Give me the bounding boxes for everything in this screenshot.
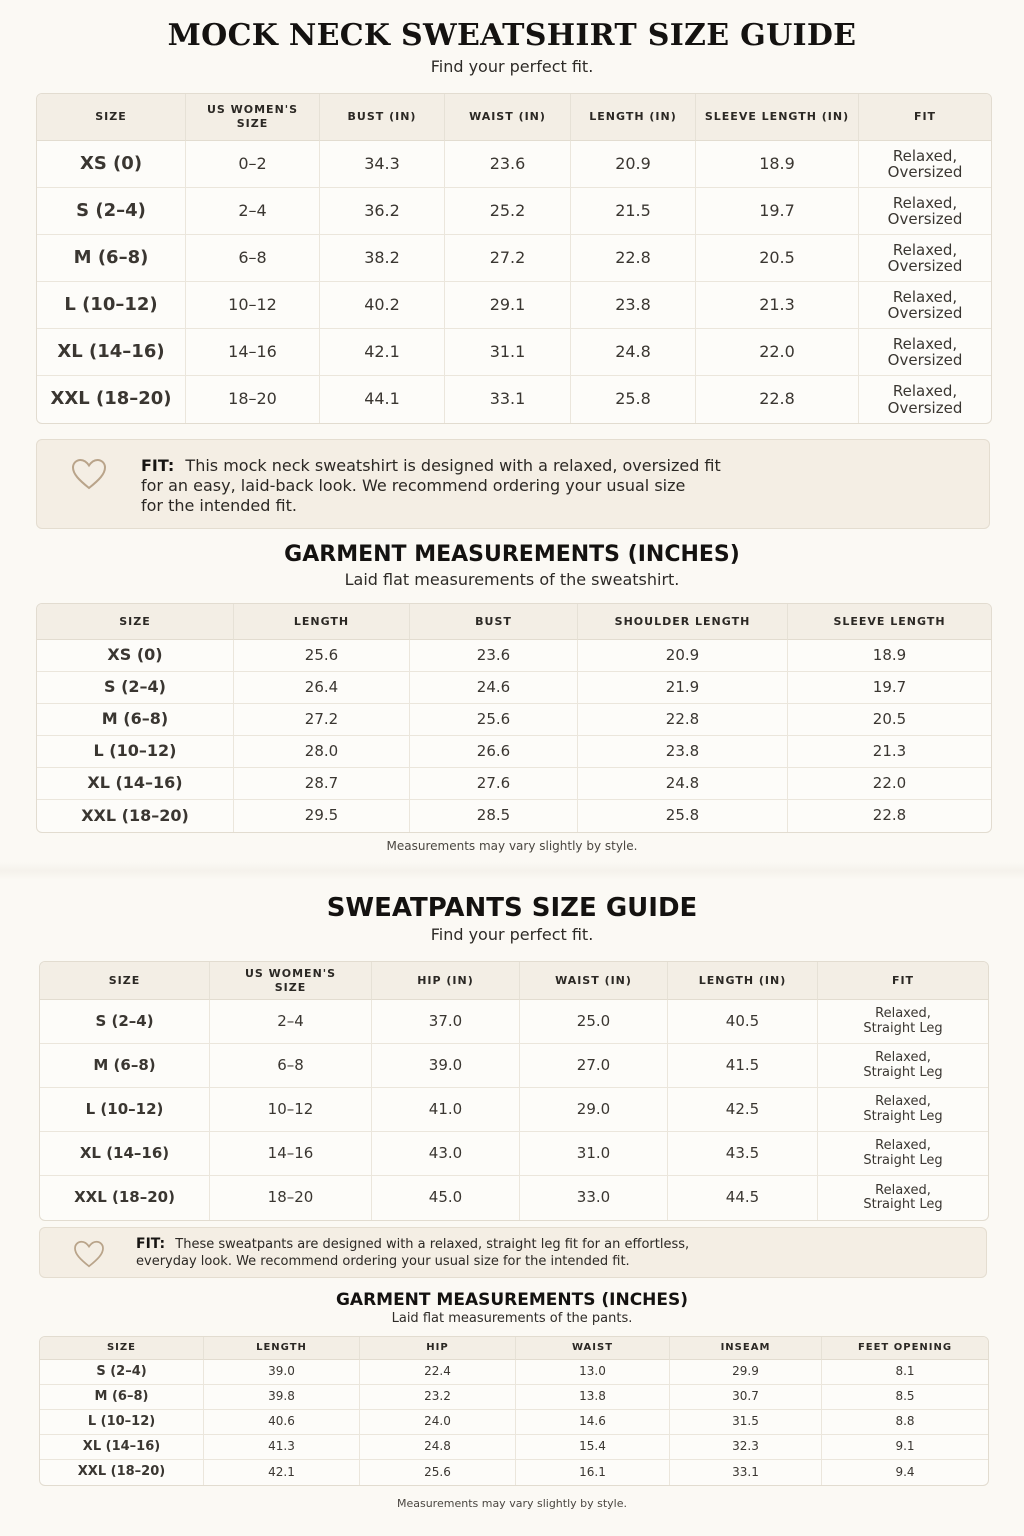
- table-row: [37, 235, 991, 282]
- column-header: SIZE: [40, 962, 210, 1000]
- value-cell: 6–8: [186, 235, 320, 282]
- table-row: [37, 376, 991, 423]
- value-cell: Relaxed, Straight Leg: [818, 1044, 988, 1088]
- value-cell: 13.0: [516, 1360, 670, 1385]
- size-cell: XL (14–16): [37, 329, 186, 376]
- value-cell: 25.2: [445, 188, 571, 235]
- table-header-row: [37, 604, 991, 640]
- value-cell: 18–20: [186, 376, 320, 423]
- sweatpants-fit-note: [39, 1227, 987, 1278]
- value-cell: 16.1: [516, 1460, 670, 1485]
- value-cell: 25.6: [234, 640, 410, 672]
- value-cell: 25.6: [410, 704, 578, 736]
- sweatpants-garment-title: GARMENT MEASUREMENTS (INCHES): [335, 1290, 689, 1310]
- value-cell: 23.6: [410, 640, 578, 672]
- value-cell: 21.5: [571, 188, 696, 235]
- value-cell: Relaxed, Oversized: [859, 141, 991, 188]
- value-cell: 44.5: [668, 1176, 818, 1220]
- value-cell: 40.5: [668, 1000, 818, 1044]
- value-cell: 14.6: [516, 1410, 670, 1435]
- sweatshirt-header: [0, 18, 1024, 76]
- size-cell: L (10–12): [40, 1410, 204, 1435]
- fit-line-1: FIT: These sweatpants are designed with a relaxed, straight leg fit for an effortless,: [136, 1236, 690, 1252]
- table-row: [37, 282, 991, 329]
- value-cell: 23.8: [571, 282, 696, 329]
- value-cell: 40.2: [320, 282, 445, 329]
- value-cell: 42.1: [204, 1460, 360, 1485]
- value-cell: 29.5: [234, 800, 410, 832]
- fit-line-1: FIT: This mock neck sweatshirt is designed with a relaxed, oversized fit: [141, 456, 721, 475]
- sweatpants-garment-table: [39, 1336, 989, 1486]
- fit-line-2: everyday look. We recommend ordering your usual size for the intended fit.: [136, 1254, 630, 1269]
- size-cell: XXL (18–20): [37, 800, 234, 832]
- sweatshirt-subtitle: Find your perfect fit.: [430, 57, 594, 76]
- value-cell: 24.8: [360, 1435, 516, 1460]
- value-cell: 14–16: [186, 329, 320, 376]
- value-cell: 23.8: [578, 736, 788, 768]
- column-header: SLEEVE LENGTH: [788, 604, 991, 640]
- value-cell: 33.0: [520, 1176, 668, 1220]
- value-cell: 19.7: [696, 188, 859, 235]
- value-cell: 0–2: [186, 141, 320, 188]
- heart-outline-icon: [73, 1240, 105, 1268]
- sweatshirt-garment-title: GARMENT MEASUREMENTS (INCHES): [284, 542, 740, 567]
- table-row: [37, 141, 991, 188]
- value-cell: 2–4: [186, 188, 320, 235]
- value-cell: 20.5: [788, 704, 991, 736]
- column-header: LENGTH: [234, 604, 410, 640]
- sweatshirt-fit-note: [36, 439, 990, 529]
- table-row: [40, 1385, 988, 1410]
- column-header: US WOMEN'S SIZE: [210, 962, 372, 1000]
- value-cell: 37.0: [372, 1000, 520, 1044]
- value-cell: 22.0: [696, 329, 859, 376]
- value-cell: 18.9: [788, 640, 991, 672]
- column-header: LENGTH (IN): [668, 962, 818, 1000]
- value-cell: 18–20: [210, 1176, 372, 1220]
- sweatpants-size-table: [39, 961, 989, 1221]
- value-cell: 29.9: [670, 1360, 822, 1385]
- value-cell: 22.8: [578, 704, 788, 736]
- value-cell: 41.3: [204, 1435, 360, 1460]
- value-cell: 8.1: [822, 1360, 988, 1385]
- size-cell: M (6–8): [40, 1385, 204, 1410]
- table-row: [40, 1435, 988, 1460]
- value-cell: 22.4: [360, 1360, 516, 1385]
- fit-line-3: for the intended fit.: [141, 496, 297, 515]
- column-header: SIZE: [37, 604, 234, 640]
- sweatshirt-size-table: [36, 93, 992, 424]
- value-cell: Relaxed, Straight Leg: [818, 1088, 988, 1132]
- value-cell: 42.5: [668, 1088, 818, 1132]
- value-cell: 20.5: [696, 235, 859, 282]
- value-cell: 33.1: [670, 1460, 822, 1485]
- sweatshirt-footnote: Measurements may vary slightly by style.: [386, 839, 638, 853]
- value-cell: 38.2: [320, 235, 445, 282]
- value-cell: Relaxed, Oversized: [859, 235, 991, 282]
- table-row: [40, 1044, 988, 1088]
- value-cell: Relaxed, Straight Leg: [818, 1000, 988, 1044]
- size-cell: XL (14–16): [40, 1435, 204, 1460]
- column-header: HIP: [360, 1337, 516, 1360]
- value-cell: 20.9: [578, 640, 788, 672]
- table-row: [37, 329, 991, 376]
- value-cell: Relaxed, Oversized: [859, 329, 991, 376]
- value-cell: 27.2: [445, 235, 571, 282]
- value-cell: 19.7: [788, 672, 991, 704]
- value-cell: 22.0: [788, 768, 991, 800]
- sweatshirt-garment-subtitle: Laid flat measurements of the sweatshirt.: [344, 570, 680, 589]
- value-cell: 31.0: [520, 1132, 668, 1176]
- table-row: [40, 1088, 988, 1132]
- table-row: [40, 1410, 988, 1435]
- sweatshirt-title: MOCK NECK SWEATSHIRT SIZE GUIDE: [167, 18, 857, 53]
- size-cell: S (2–4): [37, 672, 234, 704]
- value-cell: 9.1: [822, 1435, 988, 1460]
- size-cell: L (10–12): [37, 282, 186, 329]
- value-cell: 32.3: [670, 1435, 822, 1460]
- value-cell: 14–16: [210, 1132, 372, 1176]
- column-header: INSEAM: [670, 1337, 822, 1360]
- sweatpants-garment-header: [0, 1290, 1024, 1326]
- value-cell: 27.0: [520, 1044, 668, 1088]
- table-row: [40, 1360, 988, 1385]
- value-cell: 28.5: [410, 800, 578, 832]
- value-cell: 28.0: [234, 736, 410, 768]
- size-cell: XXL (18–20): [40, 1176, 210, 1220]
- size-cell: XXL (18–20): [40, 1460, 204, 1485]
- column-header: WAIST: [516, 1337, 670, 1360]
- value-cell: Relaxed, Oversized: [859, 282, 991, 329]
- value-cell: 21.3: [788, 736, 991, 768]
- value-cell: Relaxed, Oversized: [887, 382, 963, 417]
- sweatpants-garment-subtitle: Laid flat measurements of the pants.: [391, 1311, 633, 1326]
- value-cell: 20.9: [571, 141, 696, 188]
- size-cell: L (10–12): [40, 1088, 210, 1132]
- table-row: [37, 188, 991, 235]
- sweatshirt-garment-header: [0, 542, 1024, 589]
- fit-label: FIT:: [141, 456, 175, 475]
- value-cell: 28.7: [234, 768, 410, 800]
- size-cell: XS (0): [37, 640, 234, 672]
- sweatshirt-garment-table: [36, 603, 992, 833]
- column-header: US WOMEN'S SIZE: [186, 94, 320, 141]
- size-cell: L (10–12): [37, 736, 234, 768]
- column-header: BUST: [410, 604, 578, 640]
- value-cell: 10–12: [186, 282, 320, 329]
- column-header: WAIST (IN): [520, 962, 668, 1000]
- value-cell: 41.0: [372, 1088, 520, 1132]
- table-row: [37, 672, 991, 704]
- value-cell: 18.9: [696, 141, 859, 188]
- table-row: [37, 800, 991, 832]
- value-cell: 29.0: [520, 1088, 668, 1132]
- column-header: SIZE: [37, 94, 186, 141]
- column-header: SIZE: [40, 1337, 204, 1360]
- column-header: BUST (IN): [320, 94, 445, 141]
- column-header: FIT: [859, 94, 991, 141]
- value-cell: 8.8: [822, 1410, 988, 1435]
- sweatpants-footnote: Measurements may vary slightly by style.: [396, 1497, 628, 1510]
- size-cell: XXL (18–20): [37, 376, 186, 423]
- value-cell: 25.8: [578, 800, 788, 832]
- value-cell: 43.0: [372, 1132, 520, 1176]
- value-cell: 27.6: [410, 768, 578, 800]
- column-header: FEET OPENING: [822, 1337, 988, 1360]
- value-cell: 29.1: [445, 282, 571, 329]
- size-cell: S (2–4): [40, 1000, 210, 1044]
- size-cell: XL (14–16): [37, 768, 234, 800]
- value-cell: 26.6: [410, 736, 578, 768]
- value-cell: 22.8: [696, 376, 859, 423]
- size-cell: XS (0): [37, 141, 186, 188]
- value-cell: 26.4: [234, 672, 410, 704]
- table-header-row: [40, 1337, 988, 1360]
- sweatpants-subtitle: Find your perfect fit.: [430, 925, 594, 944]
- value-cell: 8.5: [822, 1385, 988, 1410]
- table-row: [40, 1000, 988, 1044]
- value-cell: 39.0: [204, 1360, 360, 1385]
- value-cell: 33.1: [445, 376, 571, 423]
- value-cell: 6–8: [210, 1044, 372, 1088]
- value-cell: 25.0: [520, 1000, 668, 1044]
- table-row: [40, 1132, 988, 1176]
- value-cell: 24.6: [410, 672, 578, 704]
- column-header: HIP (IN): [372, 962, 520, 1000]
- value-cell: 9.4: [895, 1464, 915, 1479]
- value-cell: 36.2: [320, 188, 445, 235]
- table-row: [37, 736, 991, 768]
- value-cell: 27.2: [234, 704, 410, 736]
- table-header-row: [40, 962, 988, 1000]
- fit-line-2: for an easy, laid-back look. We recommend ordering your usual size: [141, 476, 686, 495]
- fit-label: FIT:: [136, 1236, 166, 1252]
- value-cell: 42.1: [320, 329, 445, 376]
- value-cell: 25.6: [360, 1460, 516, 1485]
- sweatpants-title: SWEATPANTS SIZE GUIDE: [326, 893, 698, 923]
- value-cell: 39.8: [204, 1385, 360, 1410]
- value-cell: 24.8: [578, 768, 788, 800]
- value-cell: 43.5: [668, 1132, 818, 1176]
- value-cell: 40.6: [204, 1410, 360, 1435]
- column-header: FIT: [818, 962, 988, 1000]
- value-cell: 24.8: [571, 329, 696, 376]
- value-cell: 23.6: [445, 141, 571, 188]
- size-cell: M (6–8): [37, 704, 234, 736]
- value-cell: 24.0: [360, 1410, 516, 1435]
- value-cell: 30.7: [670, 1385, 822, 1410]
- table-row: [40, 1460, 988, 1485]
- value-cell: 15.4: [516, 1435, 670, 1460]
- value-cell: 44.1: [320, 376, 445, 423]
- table-header-row: [37, 94, 991, 141]
- value-cell: 10–12: [210, 1088, 372, 1132]
- value-cell: 21.3: [696, 282, 859, 329]
- value-cell: 31.1: [445, 329, 571, 376]
- value-cell: 22.8: [872, 806, 907, 825]
- column-header: WAIST (IN): [445, 94, 571, 141]
- column-header: LENGTH (IN): [571, 94, 696, 141]
- size-cell: S (2–4): [37, 188, 186, 235]
- size-cell: S (2–4): [40, 1360, 204, 1385]
- value-cell: 39.0: [372, 1044, 520, 1088]
- table-row: [40, 1176, 988, 1220]
- value-cell: 41.5: [668, 1044, 818, 1088]
- value-cell: 13.8: [516, 1385, 670, 1410]
- value-cell: Relaxed, Straight Leg: [863, 1182, 943, 1212]
- value-cell: 25.8: [571, 376, 696, 423]
- size-cell: XL (14–16): [40, 1132, 210, 1176]
- value-cell: 34.3: [320, 141, 445, 188]
- value-cell: Relaxed, Oversized: [859, 188, 991, 235]
- value-cell: 22.8: [571, 235, 696, 282]
- column-header: LENGTH: [204, 1337, 360, 1360]
- value-cell: 45.0: [372, 1176, 520, 1220]
- heart-outline-icon: [71, 458, 107, 490]
- value-cell: 23.2: [360, 1385, 516, 1410]
- table-row: [37, 640, 991, 672]
- column-header: SLEEVE LENGTH (IN): [696, 94, 859, 141]
- size-cell: M (6–8): [37, 235, 186, 282]
- value-cell: 31.5: [670, 1410, 822, 1435]
- column-header: SHOULDER LENGTH: [578, 604, 788, 640]
- table-row: [37, 704, 991, 736]
- value-cell: 2–4: [210, 1000, 372, 1044]
- sweatpants-header: [0, 893, 1024, 944]
- size-cell: M (6–8): [40, 1044, 210, 1088]
- value-cell: 21.9: [578, 672, 788, 704]
- value-cell: Relaxed, Straight Leg: [818, 1132, 988, 1176]
- section-divider: [0, 862, 1024, 880]
- table-row: [37, 768, 991, 800]
